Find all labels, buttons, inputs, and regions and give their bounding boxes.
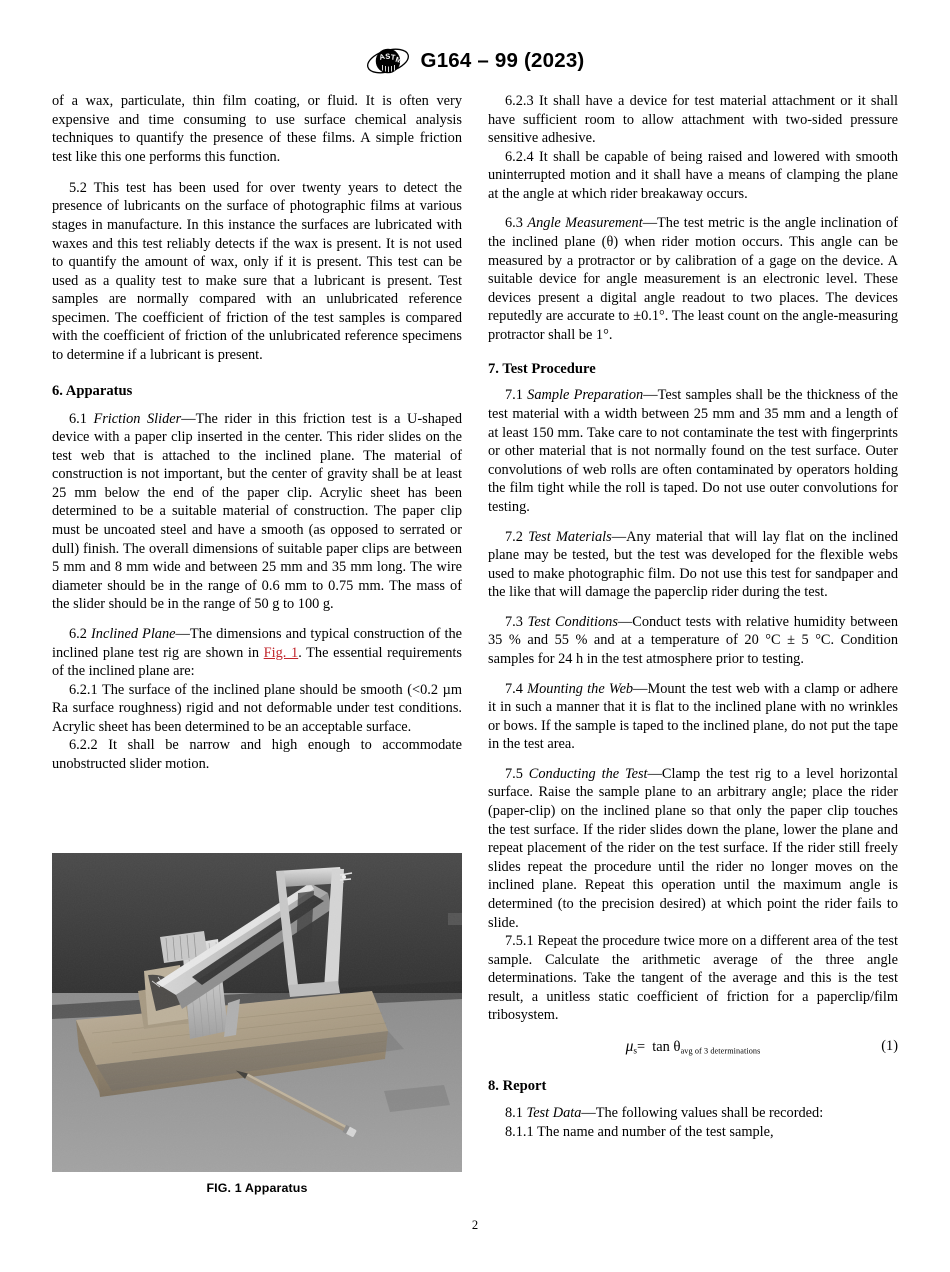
page-number: 2 (471, 1218, 479, 1232)
paragraph-6-3-body: —The test metric is the angle inclination of the inclined plane (θ) when rider motion occurs. This angle can be measured by a protractor or by calibration of a gage on the device. A suitable device for angle measurement is an electronic level. These devices present a digital angle readout to two places. The devices reputedly are accurate to ±0.1°. The least count on the angle-measuring protractor shall be 1°. (488, 215, 898, 343)
paragraph-7-5-number: 7.5 (505, 765, 523, 782)
paragraph-6-2-title: Inclined Plane (91, 625, 176, 642)
paragraph-7-5-body: —Clamp the test rig to a level horizontal surface. Raise the sample plane to an arbitrary angle; place the rider (paper-clip) on the inclined plane so that only the paper clip touches the test surface. If the rider slides down the plane, lower the plane and repeat placement of the rider on the test surface. If the rider still freely slides repeat the procedure until the rider no longer moves on the inclined plane. Repeat this operation until the maximum angle is determined (to the precision desired) at which point the rider fails to slide. (488, 765, 898, 931)
paragraph-7-1-title: Sample Preparation (527, 387, 644, 404)
left-column (52, 92, 462, 774)
paragraph-6-2-3: 6.2.3 It shall have a device for test material attachment or it shall have sufficient room to allow attachment with two-sided pressure sensitive adhesive. (488, 93, 898, 147)
equation-equals: = (636, 1038, 646, 1055)
paragraph-6-2 (52, 625, 462, 681)
paragraph-6-1-number: 6.1 (69, 410, 87, 427)
equation-theta-symbol: θ (673, 1038, 681, 1055)
paragraph-7-1 (488, 386, 898, 516)
figure-1-caption: FIG. 1 Apparatus (206, 1181, 308, 1195)
paragraph-8-1-1: 8.1.1 The name and number of the test sample, (505, 1123, 774, 1140)
figure-1-photograph (52, 853, 462, 1172)
paragraph-5-1-continued: of a wax, particulate, thin film coating, or fluid. It is often very expensive and time consuming to use surface chemical analysis techniques to quantify the presence of these films. A simple friction test like this one performs this function. (52, 93, 462, 165)
paragraph-6-1-body: —The rider in this friction test is a U-shaped device with a paper clip inserted in the center. This rider slides on the test web that is attached to the inclined plane. The material of construction is not important, but the center of gravity shall be at least 25 mm below the end of the paper clip. Acrylic sheet has been determined to be a suitable material of construction. The paper clip must be uncoated steel and have a smooth (as opposed to serrated or dull) finish. The overall dimensions of suitable paper clips are between 5 mm and 8 mm wide and between 25 mm and 35 mm long. The wire diameter should be in the range of 0.6 mm to 0.75 mm. The mass of the slider should be in the range of 50 g to 100 g. (52, 410, 463, 613)
paragraph-6-3 (488, 214, 898, 344)
paragraph-8-1-body: —The following values shall be recorded: (581, 1104, 824, 1121)
right-column (488, 92, 898, 1141)
paragraph-8-1-title: Test Data (526, 1104, 582, 1121)
astm-logo-icon (366, 46, 410, 76)
paragraph-6-2-4: 6.2.4 It shall be capable of being raised and lowered with smooth uninterrupted motion and it shall have a means of clamping the plane at the angle at which rider breakaway occurs. (488, 148, 898, 202)
svg-text:A: A (377, 51, 386, 62)
document-designation: G164 – 99 (2023) (420, 49, 585, 72)
equation-mu-subscript: s (633, 1046, 637, 1057)
equation-tan: tan (652, 1038, 670, 1055)
paragraph-7-2-title: Test Materials (528, 528, 612, 545)
paragraph-6-3-number: 6.3 (505, 215, 523, 232)
paragraph-6-3-title: Angle Measurement (527, 215, 643, 232)
paragraph-7-2 (488, 528, 898, 602)
paragraph-7-5-1: 7.5.1 Repeat the procedure twice more on a different area of the test sample. Calculate the arithmetic average of the three angle determinations. Take the tangent of the average and this is the test result, a unitless static coefficient of friction for a paperclip/film tribosystem. (488, 933, 898, 1024)
svg-text:S: S (384, 51, 391, 61)
heading-8-report: 8. Report (488, 1077, 547, 1094)
svg-text:M: M (393, 54, 403, 66)
heading-6-apparatus: 6. Apparatus (52, 382, 133, 399)
paragraph-7-3-number: 7.3 (505, 613, 523, 630)
equation-1-row (488, 1038, 898, 1062)
paragraph-7-4 (488, 680, 898, 754)
paragraph-6-1-title: Friction Slider (93, 410, 182, 427)
equation-theta-subscript: avg of 3 determinations (680, 1046, 761, 1056)
paragraph-7-3-body: —Conduct tests with relative humidity between 35 % and 55 % and at a temperature of 20 °C ± 5 °C. Condition samples for 24 h in the test atmosphere prior to testing. (488, 613, 898, 667)
paragraph-8-1 (488, 1104, 898, 1123)
equation-number: (1) (881, 1037, 898, 1054)
equation-1 (488, 1038, 898, 1057)
paragraph-7-2-number: 7.2 (505, 528, 523, 545)
heading-7-test-procedure: 7. Test Procedure (488, 360, 596, 377)
paragraph-7-4-body: —Mount the test web with a clamp or adhere it in such a manner that it is flat to the inclined plane with no wrinkles or bows. If the sample is taped to the inclined plane, do not put the tape in the test area. (488, 680, 898, 753)
paragraph-7-2-body: —Any material that will lay flat on the inclined plane may be tested, but the test was developed for the flexible webs used to make photographic film. Do not use this test for sandpaper and the like that will damage the paperclip rider during the test. (488, 528, 898, 601)
paragraph-7-4-title: Mounting the Web (527, 680, 634, 697)
paragraph-7-4-number: 7.4 (505, 680, 523, 697)
apparatus-photo-illustration (52, 853, 462, 1172)
paragraph-5-2: 5.2 This test has been used for over twenty years to detect the presence of lubricants on the surface of photographic films at various stages in manufacture. In this instance the surfaces are lubricated with waxes and this test reliably detects if the wax is present. It is not used to quantify the amount of wax, only if it is present. This test can be used as a quality test to make sure that a lubricant is present. Test samples are normally compared with an unlubricated reference specimen. The coefficient of friction of the test samples is compared with the coefficient of friction of the unlubricated reference specimens to determine if a lubricant is present. (52, 179, 462, 364)
figure-1 (52, 853, 462, 1195)
paragraph-6-2-2: 6.2.2 It shall be narrow and high enough to accommodate unobstructed slider motion. (52, 737, 462, 772)
paragraph-7-1-number: 7.1 (505, 387, 523, 404)
paragraph-8-1-number: 8.1 (505, 1104, 523, 1121)
figure-1-cross-reference-link[interactable]: Fig. 1 (263, 644, 299, 661)
paragraph-6-2-body-end: . The essential requirements of the inclined plane are: (52, 644, 462, 680)
page-header (0, 46, 950, 76)
paragraph-6-2-number: 6.2 (69, 625, 87, 642)
svg-text:T: T (389, 52, 396, 62)
paragraph-6-2-1: 6.2.1 The surface of the inclined plane should be smooth (<0.2 µm Ra surface roughness) rigid and not deformable under test conditions. Acrylic sheet has been determined to be an acceptable surface. (52, 681, 462, 735)
paragraph-6-2-body-start: —The dimensions and typical construction of the inclined plane test rig are shown in (52, 625, 462, 661)
paragraph-7-3 (488, 613, 898, 669)
paragraph-7-5-title: Conducting the Test (528, 765, 648, 782)
paragraph-7-3-title: Test Conditions (527, 613, 618, 630)
paragraph-6-1 (52, 410, 462, 614)
paragraph-7-5 (488, 765, 898, 932)
equation-mu-symbol: μ (625, 1037, 634, 1055)
paragraph-7-1-body: —Test samples shall be the thickness of the test material with a width between 25 mm and 35 mm and a length of at least 150 mm. Take care to not contaminate the test with fingerprints or other material that is not normally found on the test surface. Outer convolutions of web rolls are often contaminated by operators holding the film tight while the roll is taped. Do not use outer convolutions for testing. (488, 387, 899, 515)
